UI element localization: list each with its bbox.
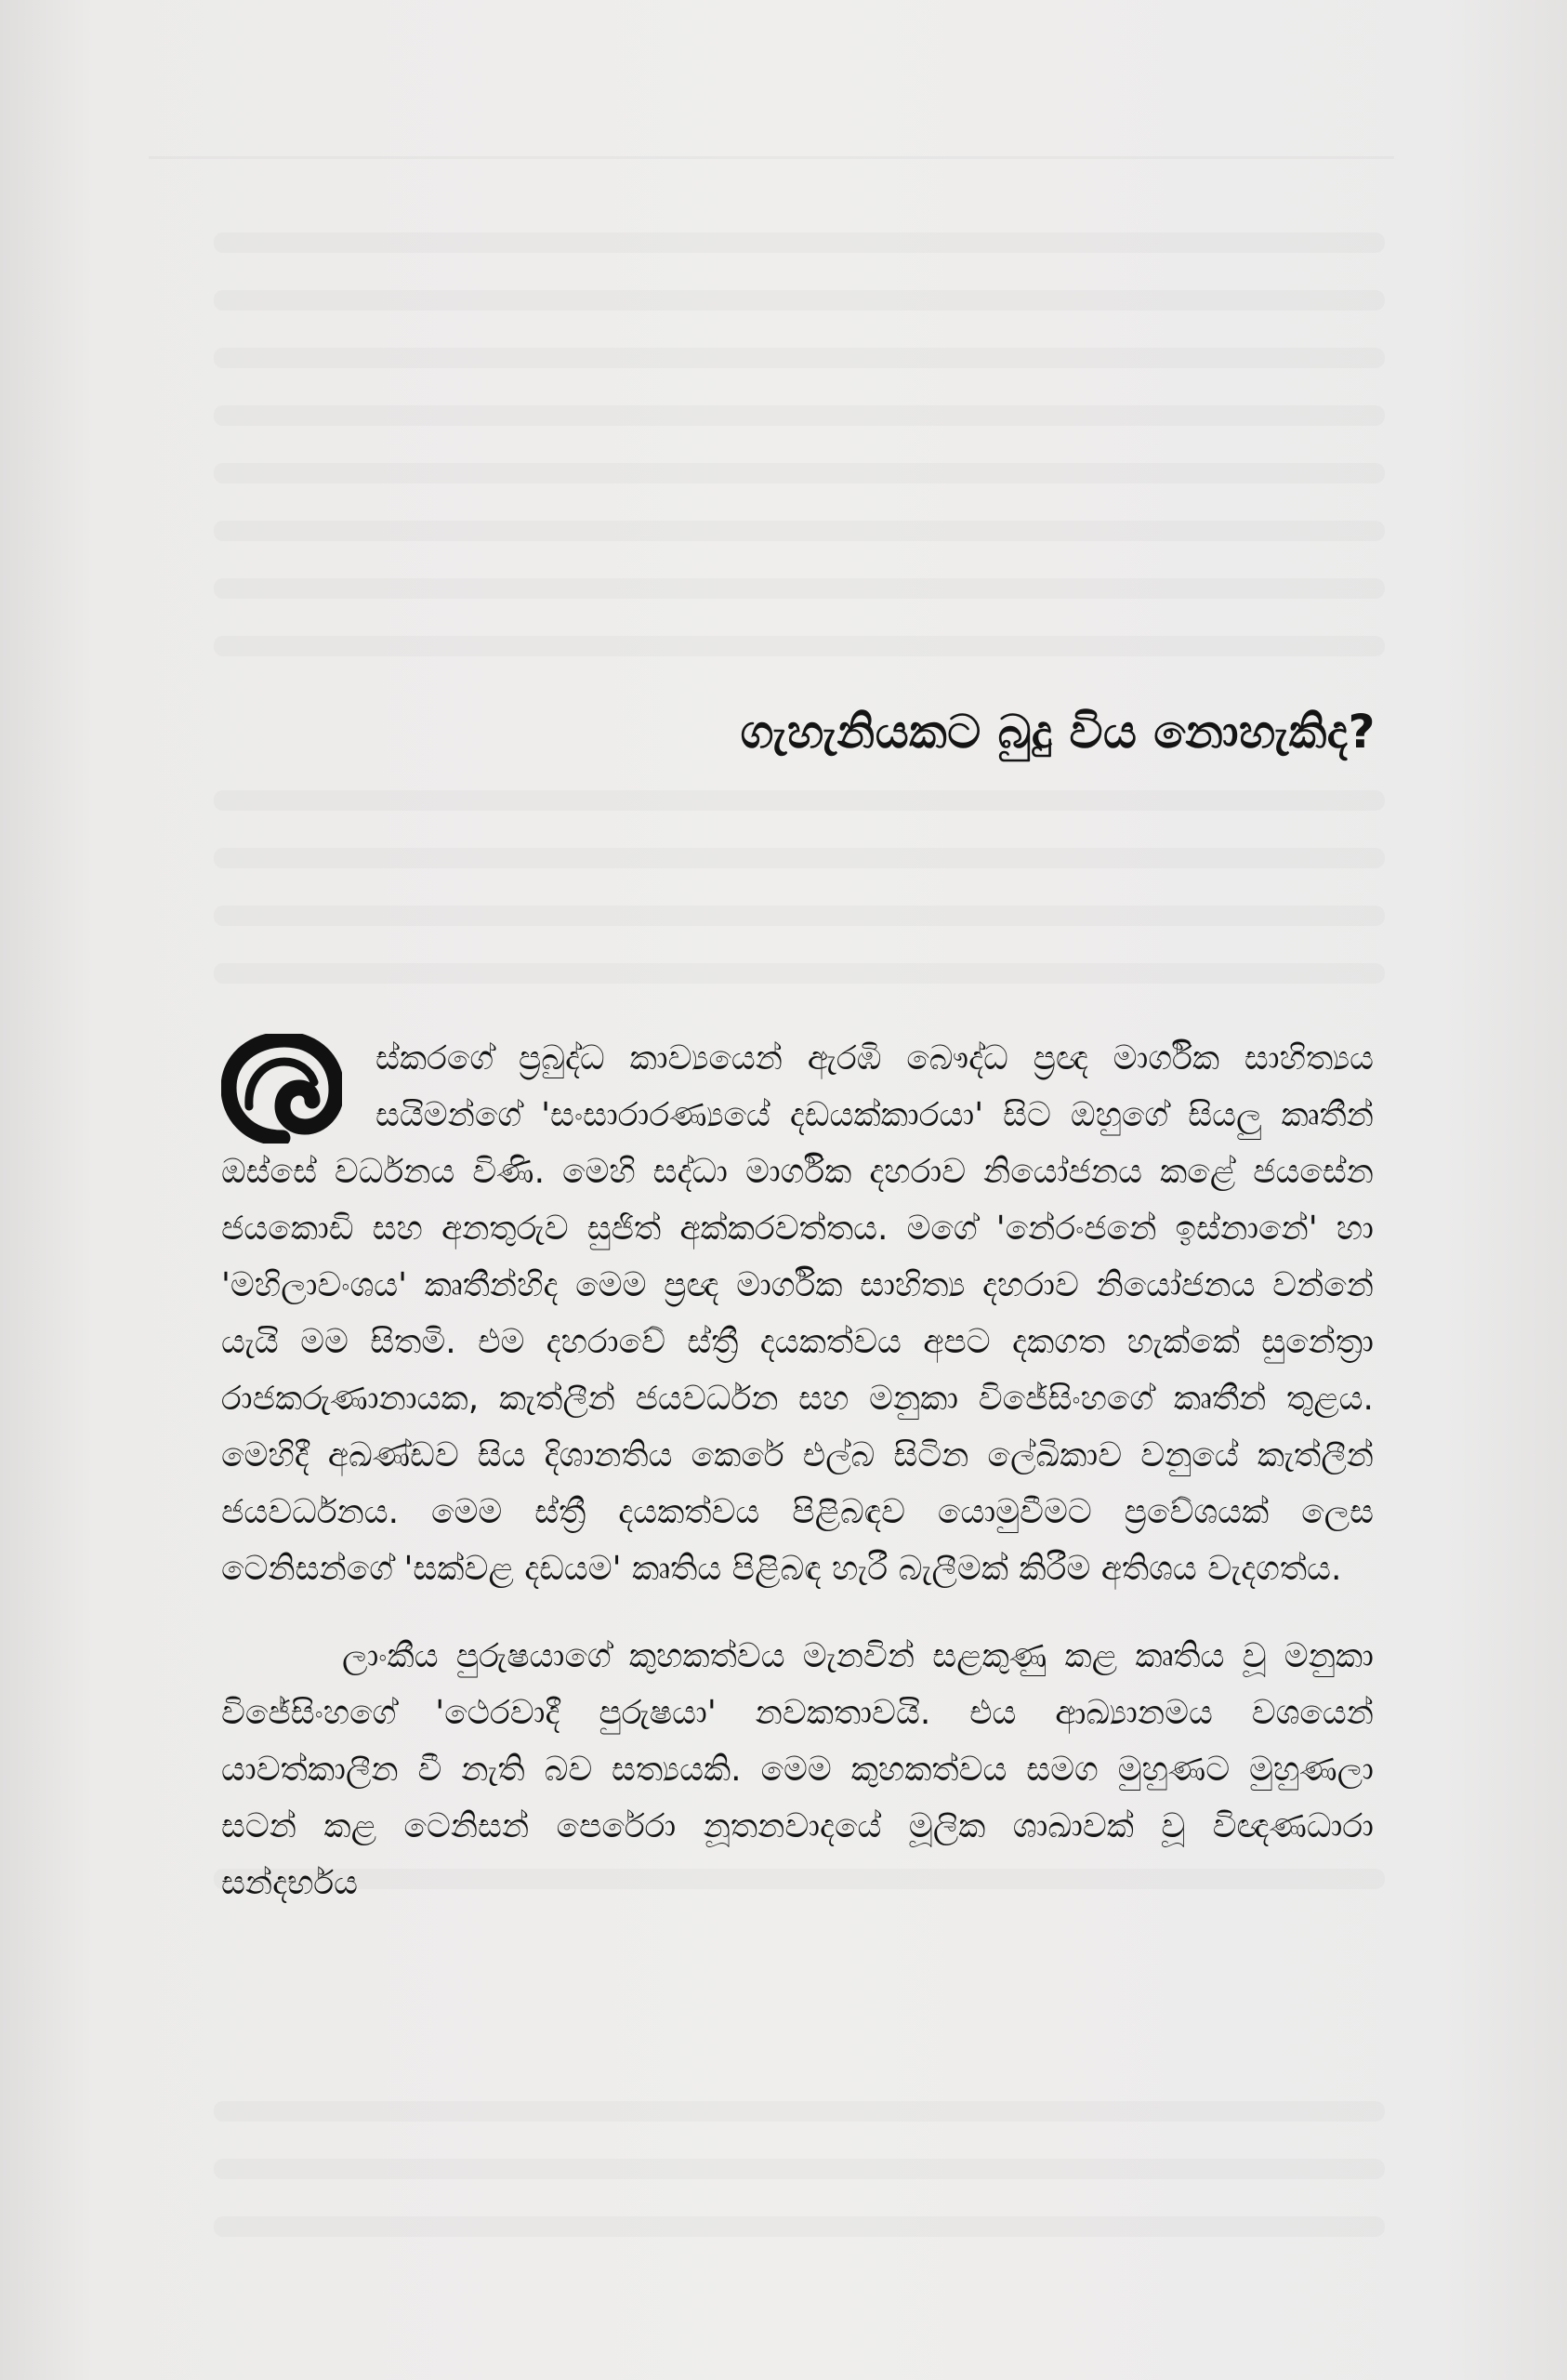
article-title: ගැහැනියකට බුදු විය නොහැකිද? xyxy=(740,705,1376,759)
show-through-line xyxy=(214,405,1385,426)
show-through-line xyxy=(214,636,1385,656)
show-through-line xyxy=(214,790,1385,811)
show-through-line xyxy=(214,2159,1385,2179)
show-through-line xyxy=(214,963,1385,984)
show-through-line xyxy=(214,578,1385,599)
paragraph-1: ස්කරගේ ප්‍රබුද්ධ කාව්‍යයෙන් ඇරඹි බෞද්ධ ප්‍රඥ මාර්ගික සාහිත්‍යය සයිමන්ගේ 'සංසාරාරණ්‍යයේ දඩයක්කාරයා' සිට ඔහුගේ සියලු කෘතීන් ඔස්සේ වර්ධනය විණි. මෙහි සද්ධා මාර්ගික දහරාව නියෝජනය කළේ ජයසේන ජයකොඩි සහ අනතුරුව සුජිත් අක්කරවත්තය. මගේ 'නේරංජනේ ඉස්නානේ' හා 'මහිලාවංශය' කෘතීන්හිද මෙම ප්‍රඥ මාර්ගික සාහිත්‍ය දහරාව නියෝජනය වන්නේ යැයි මම සිතමි. එම දහරාවේ ස්ත්‍රී දයකත්වය අපට දකගත හැක්කේ සුනේත්‍රා රාජකරුණානායක, කැත්ලීන් ජයවර්ධන සහ මනුකා විජේසිංහගේ කෘතීන් තුළය. මෙහිදී අඛණ්ඩව සිය දිශානතිය කෙරේ එල්බ සිටින ලේඛිකාව වනුයේ කැත්ලීන් ජයවර්ධනය. මෙම ස්ත්‍රී දයකත්වය පිළිබඳව යොමුවීමට ප්‍රවේශයක් ලෙස ටෙනිසන්ගේ 'සක්වළ දඩයම' කෘතිය පිළිබඳ හැරී බැලීමක් කිරීම අතිශය වැදගත්ය. xyxy=(221,1039,1374,1588)
show-through-line xyxy=(214,521,1385,541)
show-through-line xyxy=(214,2101,1385,2122)
show-through-line xyxy=(214,232,1385,253)
show-through-line xyxy=(214,848,1385,868)
paragraph-2: ලාංකීය පුරුෂයාගේ කුහකත්වය මැනවින් සළකුණු කළ කෘතිය වූ මනුකා විජේසිංහගේ 'ථෙරවාදී පුරුෂයා' නවකතාවයි. එය ආඛ්‍යානමය වශයෙන් යාවත්කාලීන වී නැති බව සත්‍යයකි. මෙම කුහකත්වය සමග මුහුණට මුහුණලා සටන් කළ ටෙනිසන් පෙරේරා නූතනවාදයේ මූලික ශාඛාවක් වූ විඥණධාරා සන්දර්භය xyxy=(221,1637,1374,1902)
show-through-line xyxy=(214,906,1385,926)
drop-cap-letter xyxy=(221,1034,342,1144)
show-through-line xyxy=(214,348,1385,368)
show-through-rule xyxy=(149,156,1394,159)
show-through-line xyxy=(214,290,1385,311)
article-body xyxy=(221,1030,1374,1911)
show-through-line xyxy=(214,463,1385,483)
show-through-line xyxy=(214,2216,1385,2237)
